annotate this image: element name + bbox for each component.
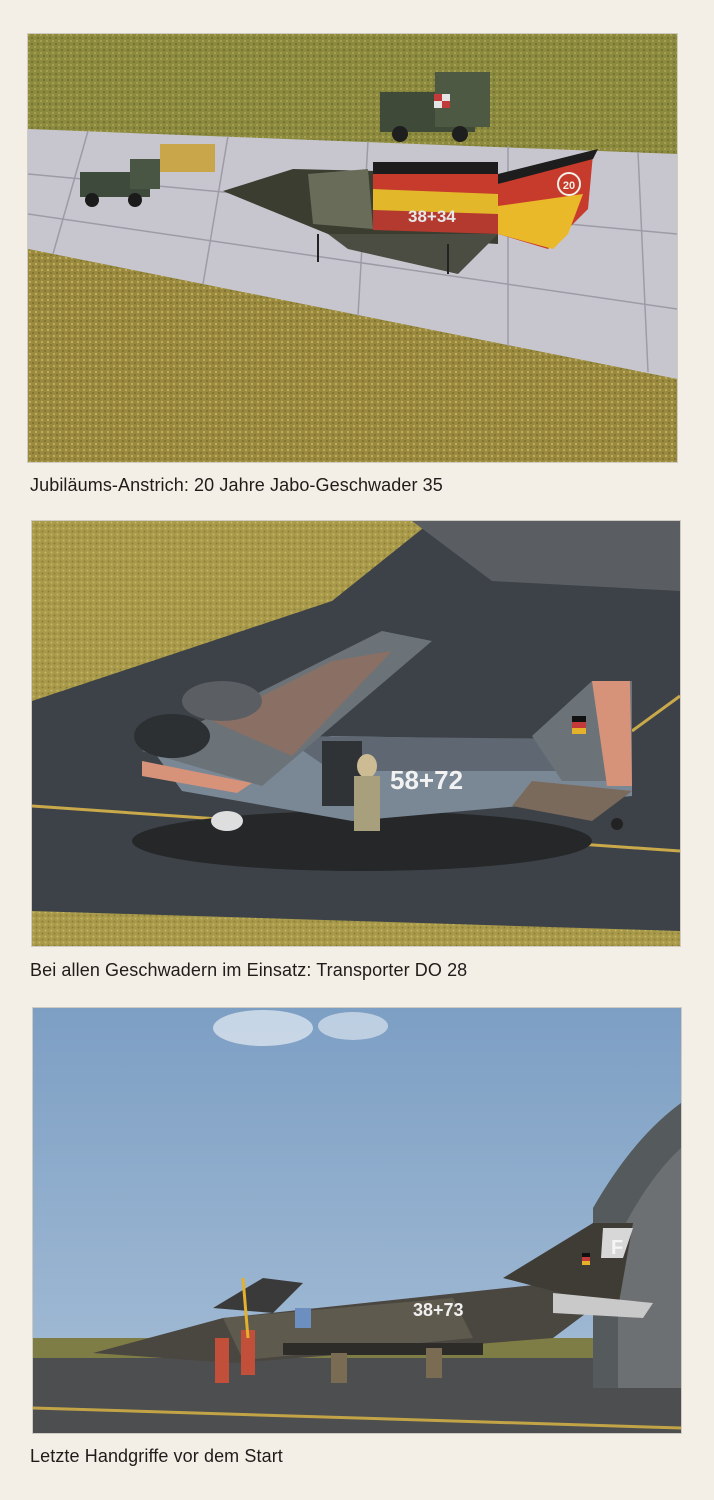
do28-serial: 58+72	[390, 765, 464, 795]
jet-serial: 38+34	[408, 207, 456, 226]
photo-anniversary-jet	[28, 34, 677, 462]
caption-photo-3: Letzte Handgriffe vor dem Start	[30, 1446, 283, 1466]
tail-letter: F	[611, 1237, 624, 1259]
caption-photo-1: Jubiläums-Anstrich: 20 Jahre Jabo-Geschwader 35	[30, 475, 443, 495]
anniversary-badge: 20	[562, 180, 576, 192]
jet-serial-3: 38+73	[413, 1300, 464, 1320]
caption-photo-2: Bei allen Geschwadern im Einsatz: Transporter DO 28	[30, 960, 468, 980]
photo-do28-transport	[32, 521, 680, 946]
photo-preflight	[33, 1008, 681, 1433]
